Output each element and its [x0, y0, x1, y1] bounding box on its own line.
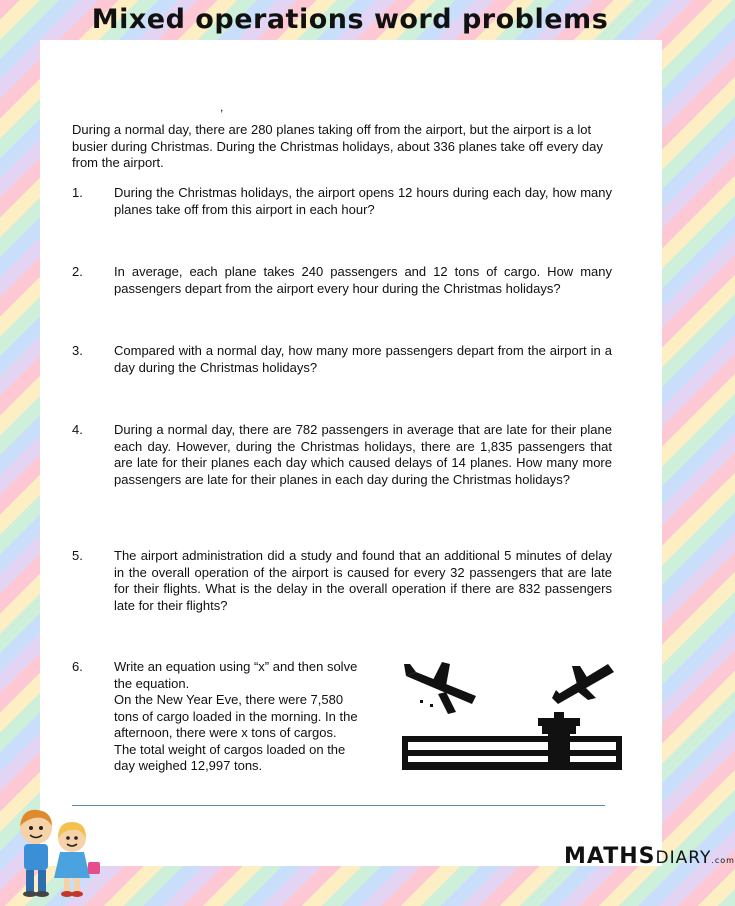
question-instruction: Write an equation using “x” and then solve the equation.	[114, 659, 358, 691]
question-number: 4.	[72, 422, 83, 437]
logo-com: .com	[711, 856, 735, 865]
stray-mark: ,	[220, 100, 224, 114]
question-5	[72, 548, 612, 614]
logo-diary: DIARY	[655, 848, 712, 868]
question-text: During the Christmas holidays, the airport opens 12 hours during each day, how many planes take off from this airport in each hour?	[114, 185, 612, 217]
question-1	[72, 185, 612, 218]
worksheet	[40, 40, 735, 869]
logo-maths: MATHS	[564, 844, 656, 869]
maths-diary-logo	[564, 844, 735, 869]
question-number: 6.	[72, 659, 83, 674]
question-number: 3.	[72, 343, 83, 358]
airport-illustration-icon	[402, 654, 622, 770]
question-text	[114, 659, 359, 775]
intro-paragraph: During a normal day, there are 280 planes taking off from the airport, but the airport is a lot busier during Christmas. During the Christmas holidays, about 336 planes take off every day from the airport.	[72, 122, 603, 170]
question-text: In average, each plane takes 240 passengers and 12 tons of cargo. How many passengers depart from the airport every hour during the Christmas holidays?	[114, 264, 612, 296]
question-number: 1.	[72, 185, 83, 200]
question-2	[72, 264, 612, 297]
question-number: 5.	[72, 548, 83, 563]
bottom-divider	[72, 805, 605, 806]
question-number: 2.	[72, 264, 83, 279]
page-title: Mixed operations word problems	[91, 4, 609, 35]
kids-illustration-icon	[6, 804, 106, 900]
question-4	[72, 422, 612, 488]
question-3	[72, 343, 612, 376]
question-text: Compared with a normal day, how many more passengers depart from the airport in a day during the Christmas holidays?	[114, 343, 612, 375]
question-text: During a normal day, there are 782 passengers in average that are late for their plane each day. However, during the Christmas holidays, there are 1,835 passengers that are late for their planes each day which caused delays of 14 planes. How many more passengers are late for their planes in each day during the Christmas holidays?	[114, 422, 612, 487]
question-text: The airport administration did a study and found that an additional 5 minutes of delay in the overall operation of the airport is caused for every 32 passengers that are late for their flights. What is the delay in the overall operation if there are 832 passengers late for their flights?	[114, 548, 612, 613]
question-body: On the New Year Eve, there were 7,580 tons of cargo loaded in the morning. In the afternoon, there were x tons of cargos. The total weight of cargos loaded on the day weighed 12,997 tons.	[114, 692, 358, 773]
